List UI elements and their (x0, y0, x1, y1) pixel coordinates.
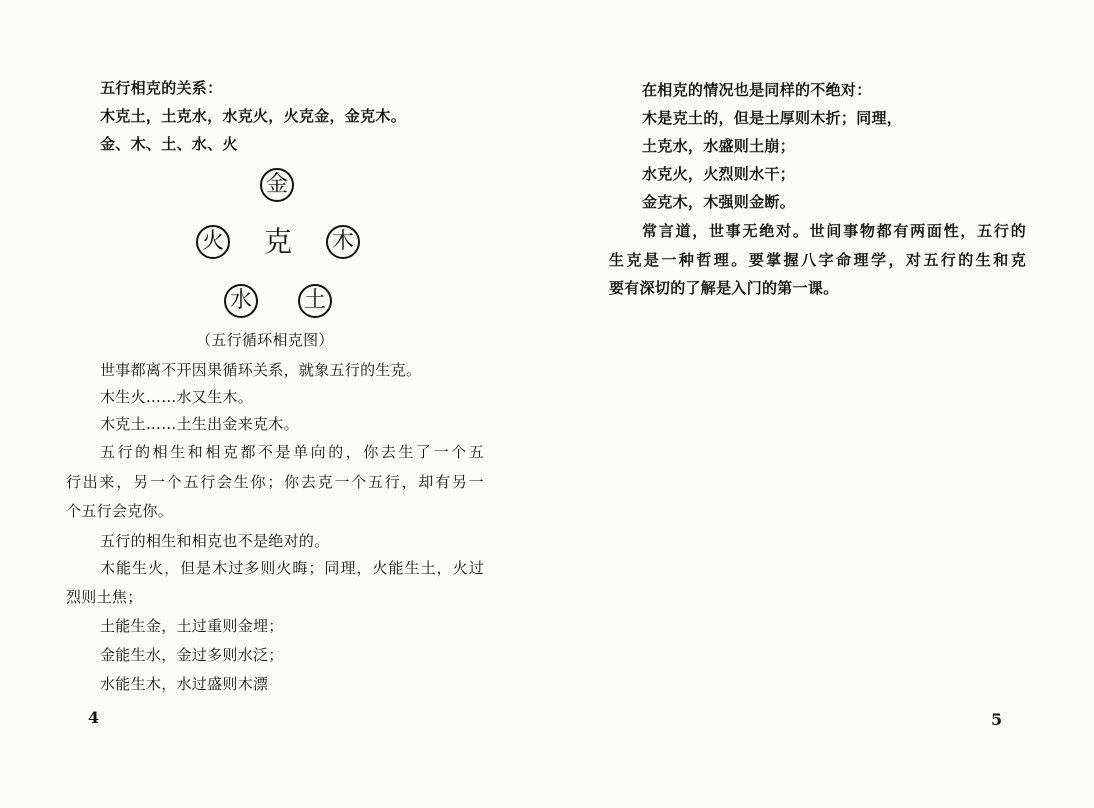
text-line: 水能生木，水过盛则木漂 (100, 675, 269, 693)
text-line: 五行相克的关系： (100, 79, 223, 97)
diagram-fire-char: 火 (196, 225, 230, 259)
text-line: 金、木、土、水、火 (100, 135, 238, 153)
diagram-metal-char: 金 (260, 168, 294, 202)
text-line: 要有深切的了解是入门的第一课。 (609, 279, 839, 297)
text-line: 五行的相生和相克也不是绝对的。 (100, 532, 330, 550)
text-line: 木是克土的，但是土厚则木折；同理， (642, 109, 903, 127)
text-line: 金能生水，金过多则水泛； (100, 646, 284, 664)
diagram-wood-char: 木 (326, 225, 360, 259)
text-line: 木能生火，但是木过多则火晦；同理，火能生土，火过 (100, 559, 484, 577)
text-line: 木克土……土生出金来克木。 (100, 415, 299, 433)
diagram-earth-char: 土 (298, 284, 332, 318)
text-line: 世事都离不开因果循环关系，就象五行的生克。 (100, 361, 422, 379)
text-line: 在相克的情况也是同样的不绝对： (642, 81, 872, 99)
text-line: 水克火，火烈则水干； (642, 165, 796, 183)
text-line: 土克水，水盛则土崩； (642, 137, 796, 155)
text-line: 木生火……水又生木。 (100, 388, 254, 406)
text-line: 个五行会克你。 (66, 502, 174, 520)
page-number: 4 (88, 708, 100, 727)
text-line: 生克是一种哲理。要掌握八字命理学，对五行的生和克 (609, 251, 1026, 269)
text-line: 常言道，世事无绝对。世间事物都有两面性，五行的 (642, 222, 1026, 240)
text-line: 土能生金，土过重则金埋； (100, 617, 284, 635)
text-line: 五行的相生和相克都不是单向的，你去生了一个五 (100, 443, 484, 461)
right-page (547, 0, 1094, 808)
text-line: 金克木，木强则金断。 (642, 193, 796, 211)
diagram-water-char: 水 (224, 284, 258, 318)
diagram-overcome-char: 克 (263, 225, 292, 258)
text-line: 木克土，土克水，水克火，火克金，金克木。 (100, 107, 407, 125)
page-number: 5 (991, 710, 1003, 729)
text-line: 烈则土焦； (66, 588, 143, 606)
text-line: 行出来，另一个五行会生你；你去克一个五行，却有另一 (66, 473, 484, 491)
diagram-caption: （五行循环相克图） (196, 331, 334, 349)
